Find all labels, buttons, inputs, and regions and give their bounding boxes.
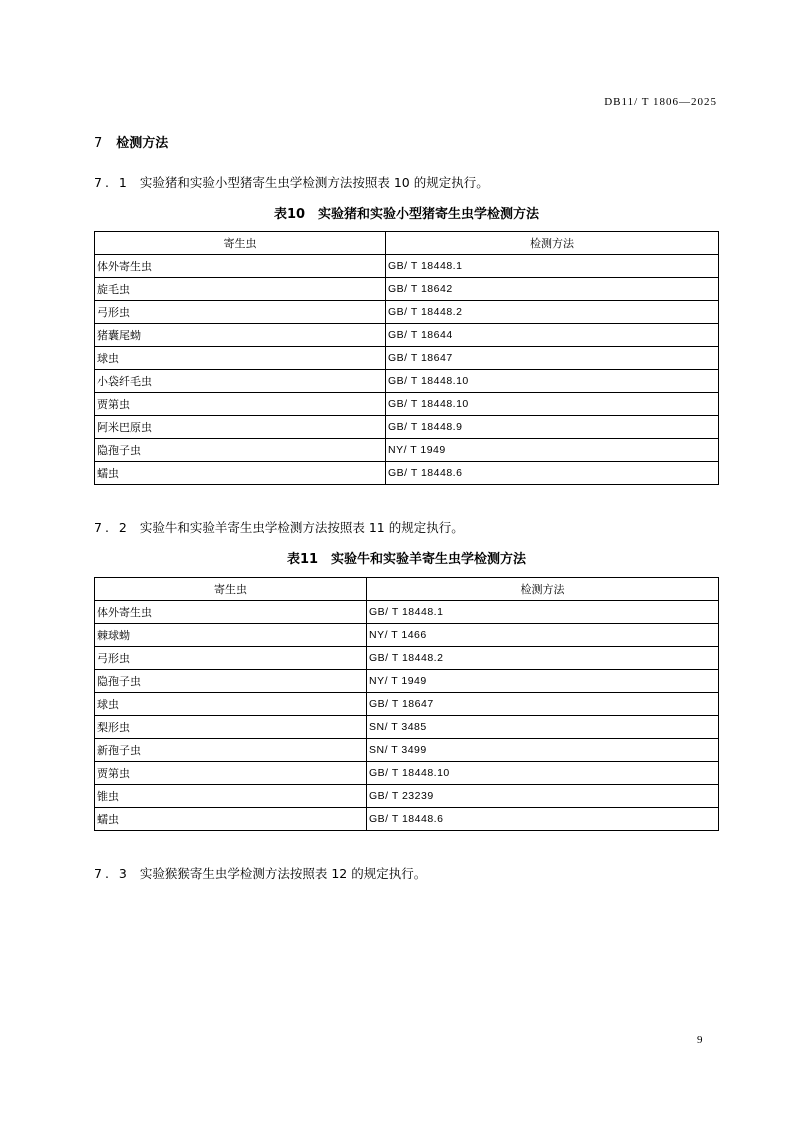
clause-number: 7. 1 — [94, 175, 130, 190]
table-11 — [94, 577, 719, 831]
table-row — [95, 347, 719, 370]
method-cell: SN/ T 3499 — [367, 739, 719, 762]
table-11-caption: 表11 实验牛和实验羊寄生虫学检测方法 — [286, 552, 527, 567]
method-cell: GB/ T 18448.10 — [386, 393, 719, 416]
table-row — [95, 370, 719, 393]
parasite-cell: 阿米巴原虫 — [95, 416, 386, 439]
table-row — [95, 255, 719, 278]
method-cell: GB/ T 18448.10 — [386, 370, 719, 393]
parasite-cell: 弓形虫 — [95, 301, 386, 324]
table-row — [95, 278, 719, 301]
table-row — [95, 762, 719, 785]
clause-7-2 — [94, 518, 464, 536]
clause-number: 7. 3 — [94, 866, 130, 881]
method-cell: GB/ T 18642 — [386, 278, 719, 301]
method-cell: GB/ T 18644 — [386, 324, 719, 347]
table-row — [95, 670, 719, 693]
column-header-parasite: 寄生虫 — [95, 232, 386, 255]
column-header-parasite: 寄生虫 — [95, 578, 367, 601]
parasite-cell: 隐孢子虫 — [95, 670, 367, 693]
column-header-method: 检测方法 — [386, 232, 719, 255]
parasite-cell: 弓形虫 — [95, 647, 367, 670]
parasite-cell: 隐孢子虫 — [95, 439, 386, 462]
section-number: 7 — [94, 136, 103, 151]
section-heading — [94, 132, 168, 151]
parasite-cell: 新孢子虫 — [95, 739, 367, 762]
parasite-cell: 蠕虫 — [95, 808, 367, 831]
parasite-cell: 锥虫 — [95, 785, 367, 808]
table-10 — [94, 231, 719, 485]
method-cell: NY/ T 1949 — [367, 670, 719, 693]
method-cell: NY/ T 1466 — [367, 624, 719, 647]
method-cell: SN/ T 3485 — [367, 716, 719, 739]
table-row — [95, 785, 719, 808]
table-10-caption: 表10 实验猪和实验小型猪寄生虫学检测方法 — [273, 207, 540, 222]
column-header-method: 检测方法 — [367, 578, 719, 601]
parasite-cell: 梨形虫 — [95, 716, 367, 739]
document-code: DB11/ T 1806—2025 — [604, 96, 717, 108]
method-cell: GB/ T 18448.9 — [386, 416, 719, 439]
parasite-cell: 体外寄生虫 — [95, 601, 367, 624]
clause-7-1 — [94, 173, 489, 191]
parasite-cell: 蠕虫 — [95, 462, 386, 485]
method-cell: GB/ T 18448.6 — [367, 808, 719, 831]
method-cell: GB/ T 18448.6 — [386, 462, 719, 485]
parasite-cell: 球虫 — [95, 347, 386, 370]
parasite-cell: 贾第虫 — [95, 762, 367, 785]
method-cell: GB/ T 18448.2 — [386, 301, 719, 324]
parasite-cell: 球虫 — [95, 693, 367, 716]
parasite-cell: 体外寄生虫 — [95, 255, 386, 278]
parasite-cell: 棘球蚴 — [95, 624, 367, 647]
method-cell: GB/ T 18647 — [367, 693, 719, 716]
table-row — [95, 301, 719, 324]
method-cell: GB/ T 18448.1 — [367, 601, 719, 624]
method-cell: GB/ T 18448.2 — [367, 647, 719, 670]
parasite-cell: 旋毛虫 — [95, 278, 386, 301]
table-row — [95, 808, 719, 831]
table-header-row — [95, 232, 719, 255]
table-row — [95, 716, 719, 739]
table-row — [95, 647, 719, 670]
page-number: 9 — [697, 1034, 703, 1046]
clause-text: 实验牛和实验羊寄生虫学检测方法按照表 11 的规定执行。 — [139, 520, 464, 535]
table-row — [95, 462, 719, 485]
method-cell: GB/ T 18448.10 — [367, 762, 719, 785]
parasite-cell: 贾第虫 — [95, 393, 386, 416]
method-cell: GB/ T 18647 — [386, 347, 719, 370]
clause-number: 7. 2 — [94, 520, 130, 535]
table-row — [95, 393, 719, 416]
method-cell: GB/ T 23239 — [367, 785, 719, 808]
table-row — [95, 324, 719, 347]
parasite-cell: 小袋纤毛虫 — [95, 370, 386, 393]
clause-text: 实验猪和实验小型猪寄生虫学检测方法按照表 10 的规定执行。 — [139, 175, 489, 190]
method-cell: GB/ T 18448.1 — [386, 255, 719, 278]
table-row — [95, 739, 719, 762]
table-header-row — [95, 578, 719, 601]
method-cell: NY/ T 1949 — [386, 439, 719, 462]
table-row — [95, 439, 719, 462]
parasite-cell: 猪囊尾蚴 — [95, 324, 386, 347]
clause-text: 实验猴猴寄生虫学检测方法按照表 12 的规定执行。 — [139, 866, 427, 881]
table-row — [95, 416, 719, 439]
table-row — [95, 601, 719, 624]
table-row — [95, 624, 719, 647]
clause-7-3 — [94, 864, 426, 882]
table-row — [95, 693, 719, 716]
section-title: 检测方法 — [116, 136, 169, 151]
